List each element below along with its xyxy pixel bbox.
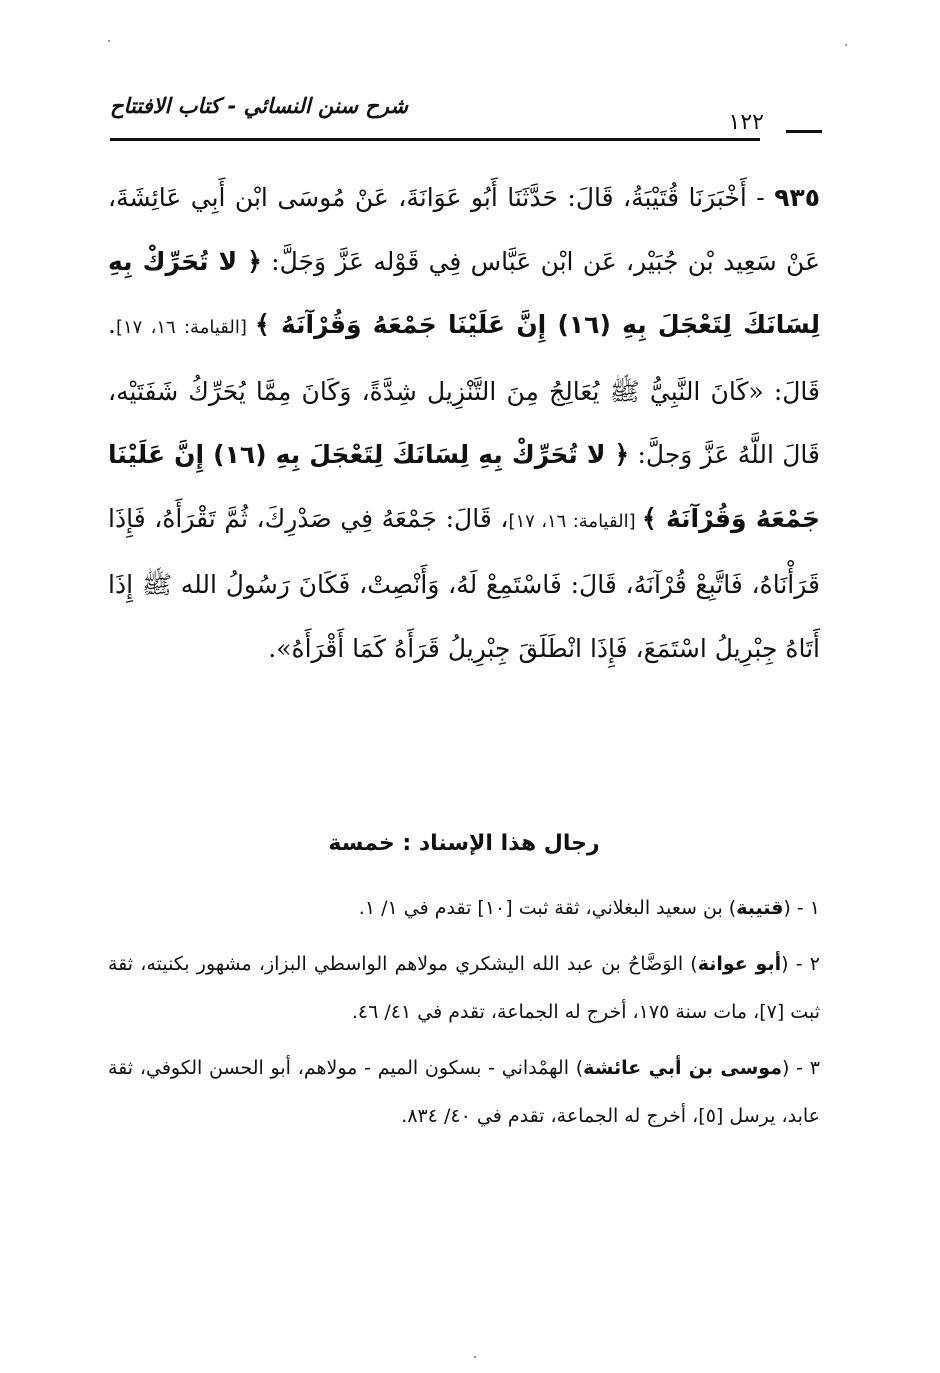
scan-speck (474, 1356, 476, 1358)
narrator-item (108, 940, 820, 1036)
narrator-name: موسى بن أبي عائشة (583, 1057, 782, 1079)
narrator-name: قتيبة (736, 897, 784, 919)
section-heading: رجال هذا الإسناد : خمسة (328, 831, 600, 856)
page-number-dash (786, 130, 822, 133)
verse-reference: [القيامة: ١٦، ١٧] (508, 510, 642, 532)
narrator-text: ) الوَضَّاحُ بن عبد الله اليشكري مولاهم الواسطي البزاز، مشهور بكنيته، ثقة ثبت [٧]، مات سنة ١٧٥، أخرج له الجماعة، تقدم في ٤١/ ٤٦. (108, 953, 820, 1023)
narrator-prefix: ٢ - ( (781, 953, 820, 975)
hadith-segment: - أَخْبَرَنَا قُتَيْبَةُ، قَالَ: حَدَّثَنَا أَبُو عَوَانَةَ، عَنْ مُوسَى ابْن أَبِي عَائِشَةَ، عَنْ سَعِيد بْن جُبَيْر، عَن ابْن عَبَّاس فِي قَوْله عَزَّ وَجَلَّ: (108, 183, 820, 276)
narrator-text: ) بن سعيد البغلاني، ثقة ثبت [١٠] تقدم في ١/ ١. (358, 897, 737, 919)
scan-speck (108, 40, 110, 42)
hadith-segment: ، قَالَ: جَمْعَهُ فِي صَدْرِكَ، ثُمَّ تَقْرَأَهُ، فَإِذَا قَرَأْنَاهُ، فَاتَّبِعْ قُرْآنَهُ، قَالَ: فَاسْتَمِعْ لَهُ، وَأَنْصِتْ، فَكَانَ رَسُولُ الله ﷺ إِذَا أَتَاهُ جِبْرِيلُ اسْتَمَعَ، فَإِذَا انْطَلَقَ جِبْرِيلُ قَرَأَهُ كَمَا أَقْرَأَهُ». (108, 503, 820, 663)
header-rule (110, 138, 760, 141)
hadith-segment: . قَالَ: «كَانَ النَّبِيُّ ﷺ يُعَالِجُ مِنَ التَّنْزِيل شِدَّةً، وَكَانَ مِمَّا يُحَرِّكُ شَفَتَيْه، قَالَ اللَّهُ عَزَّ وَجلَّ: (108, 310, 820, 469)
narrator-list (108, 884, 820, 1148)
page-header (110, 94, 822, 154)
narrator-name: أبو عوانة (697, 953, 782, 975)
running-title: شرح سنن النسائي - كتاب الافتتاح (110, 94, 408, 118)
narrator-prefix: ٣ - ( (781, 1057, 820, 1079)
narrator-item (108, 884, 820, 932)
page-number: ١٢٢ (728, 110, 764, 135)
quran-verse: ﴿ لا تُحَرِّكْ بِهِ لِسَانَكَ لِتَعْجَلَ بِهِ (١٦) إِنَّ عَلَيْنَا جَمْعَهُ وَقُرْآنَهُ ﴾ (108, 440, 820, 533)
quran-verse: ﴿ لا تُحَرِّكْ بِهِ لِسَانَكَ لِتَعْجَلَ بِهِ (١٦) إِنَّ عَلَيْنَا جَمْعَهُ وَقُرْآنَهُ ﴾ (108, 246, 820, 339)
narrator-prefix: ١ - ( (783, 897, 820, 919)
narrator-item (108, 1044, 820, 1140)
hadith-number: ٩٣٥ (774, 183, 820, 212)
verse-reference: [القيامة: ١٦، ١٧] (115, 317, 256, 338)
narrator-text: ) الهمْداني - بسكون الميم - مولاهم، أبو الحسن الكوفي، ثقة عابد، يرسل [٥]، أخرج له الجماعة، تقدم في ٤٠/ ٨٣٤. (108, 1057, 820, 1127)
scan-speck (845, 44, 847, 46)
hadith-text (108, 166, 820, 680)
